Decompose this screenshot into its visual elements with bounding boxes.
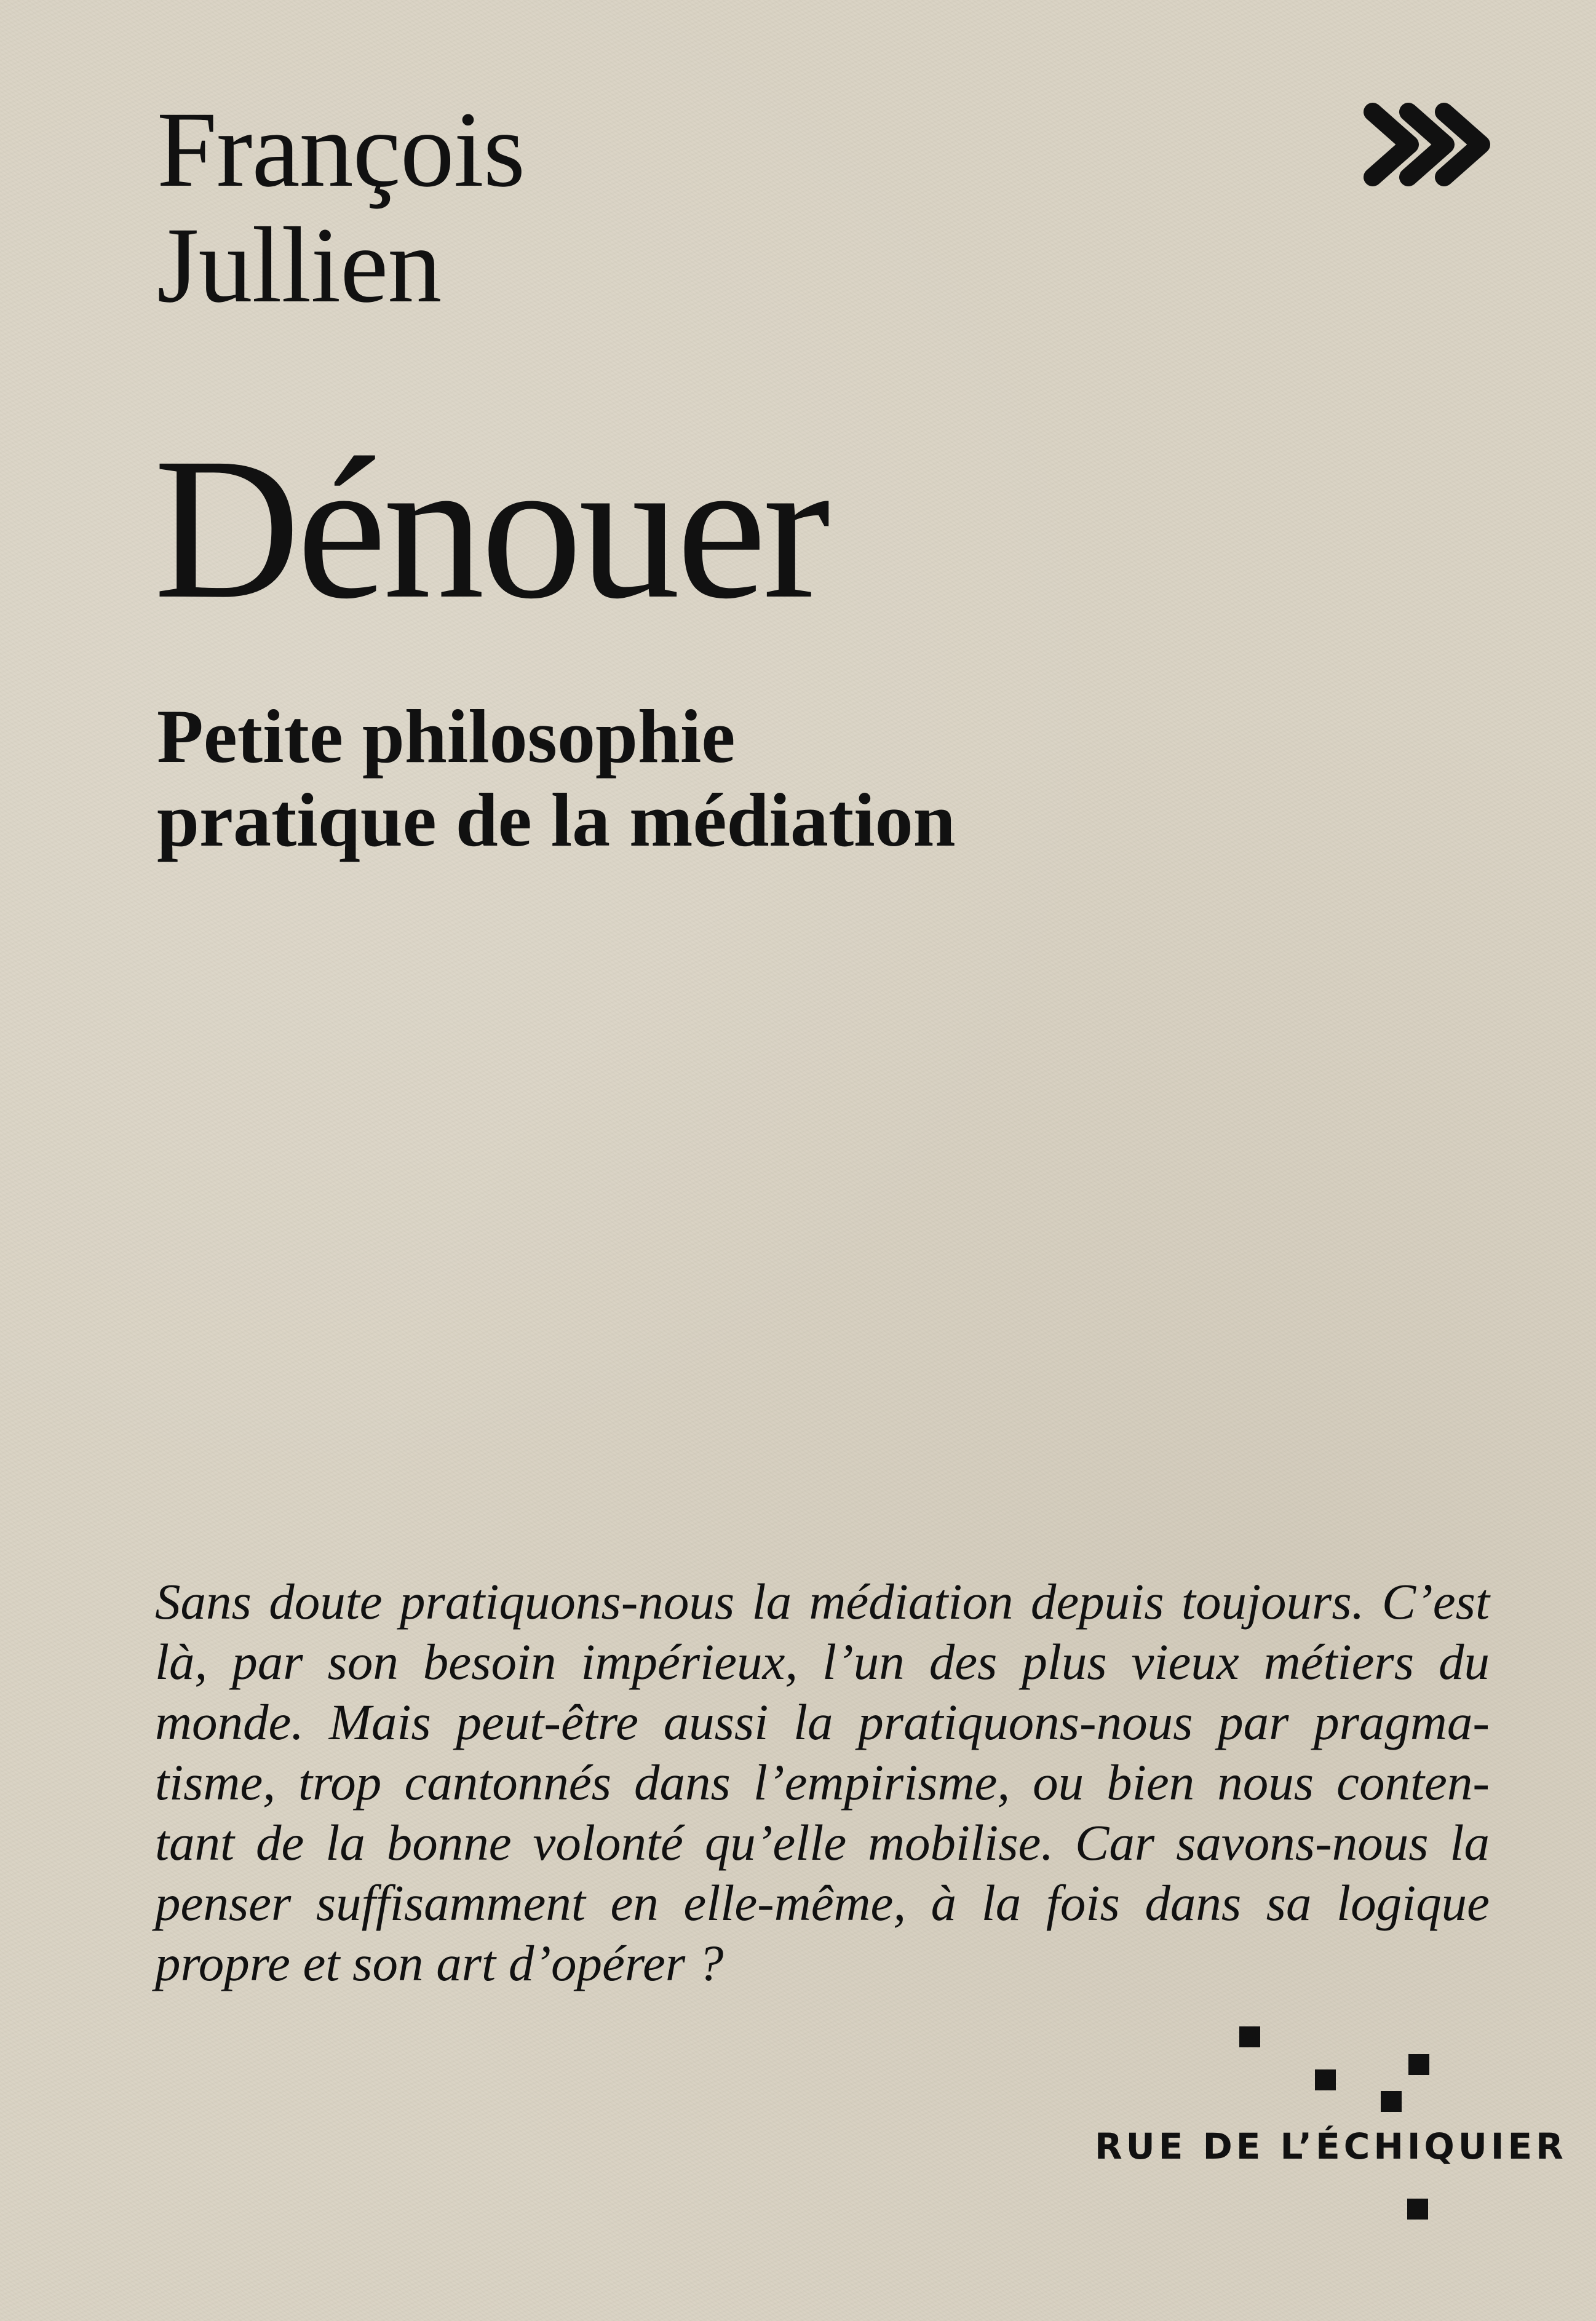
book-subtitle: [157, 695, 956, 862]
blurb-line-4: tisme, trop cantonnés dans l’empirisme, ou bien nous conten-: [155, 1754, 1490, 1811]
subtitle-line-1: Petite philosophie: [157, 694, 736, 779]
blurb-line-6: penser suffisamment en elle-même, à la fois dans sa logique: [155, 1875, 1490, 1931]
back-blurb: [155, 1571, 1490, 1993]
blurb-line-5: tant de la bonne volonté qu’elle mobilise. Car savons-nous la: [155, 1814, 1490, 1871]
book-title: Dénouer: [154, 416, 827, 641]
blurb-line-3: monde. Mais peut-être aussi la pratiquons-nous par pragma-: [155, 1694, 1490, 1750]
blurb-line-2: là, par son besoin impérieux, l’un des plus vieux métiers du: [155, 1633, 1490, 1690]
author-name: [157, 92, 525, 323]
triple-chevron-icon: [1359, 98, 1495, 191]
blurb-line-1: Sans doute pratiquons-nous la médiation depuis toujours. C’est: [155, 1573, 1490, 1630]
author-first-name: François: [157, 90, 525, 210]
subtitle-line-2: pratique de la médiation: [157, 778, 956, 862]
blurb-line-7: propre et son art d’opérer ?: [155, 1935, 724, 1991]
author-last-name: Jullien: [157, 205, 442, 325]
publisher-name: RUE DE L’ÉCHIQUIER: [1095, 2125, 1567, 2167]
